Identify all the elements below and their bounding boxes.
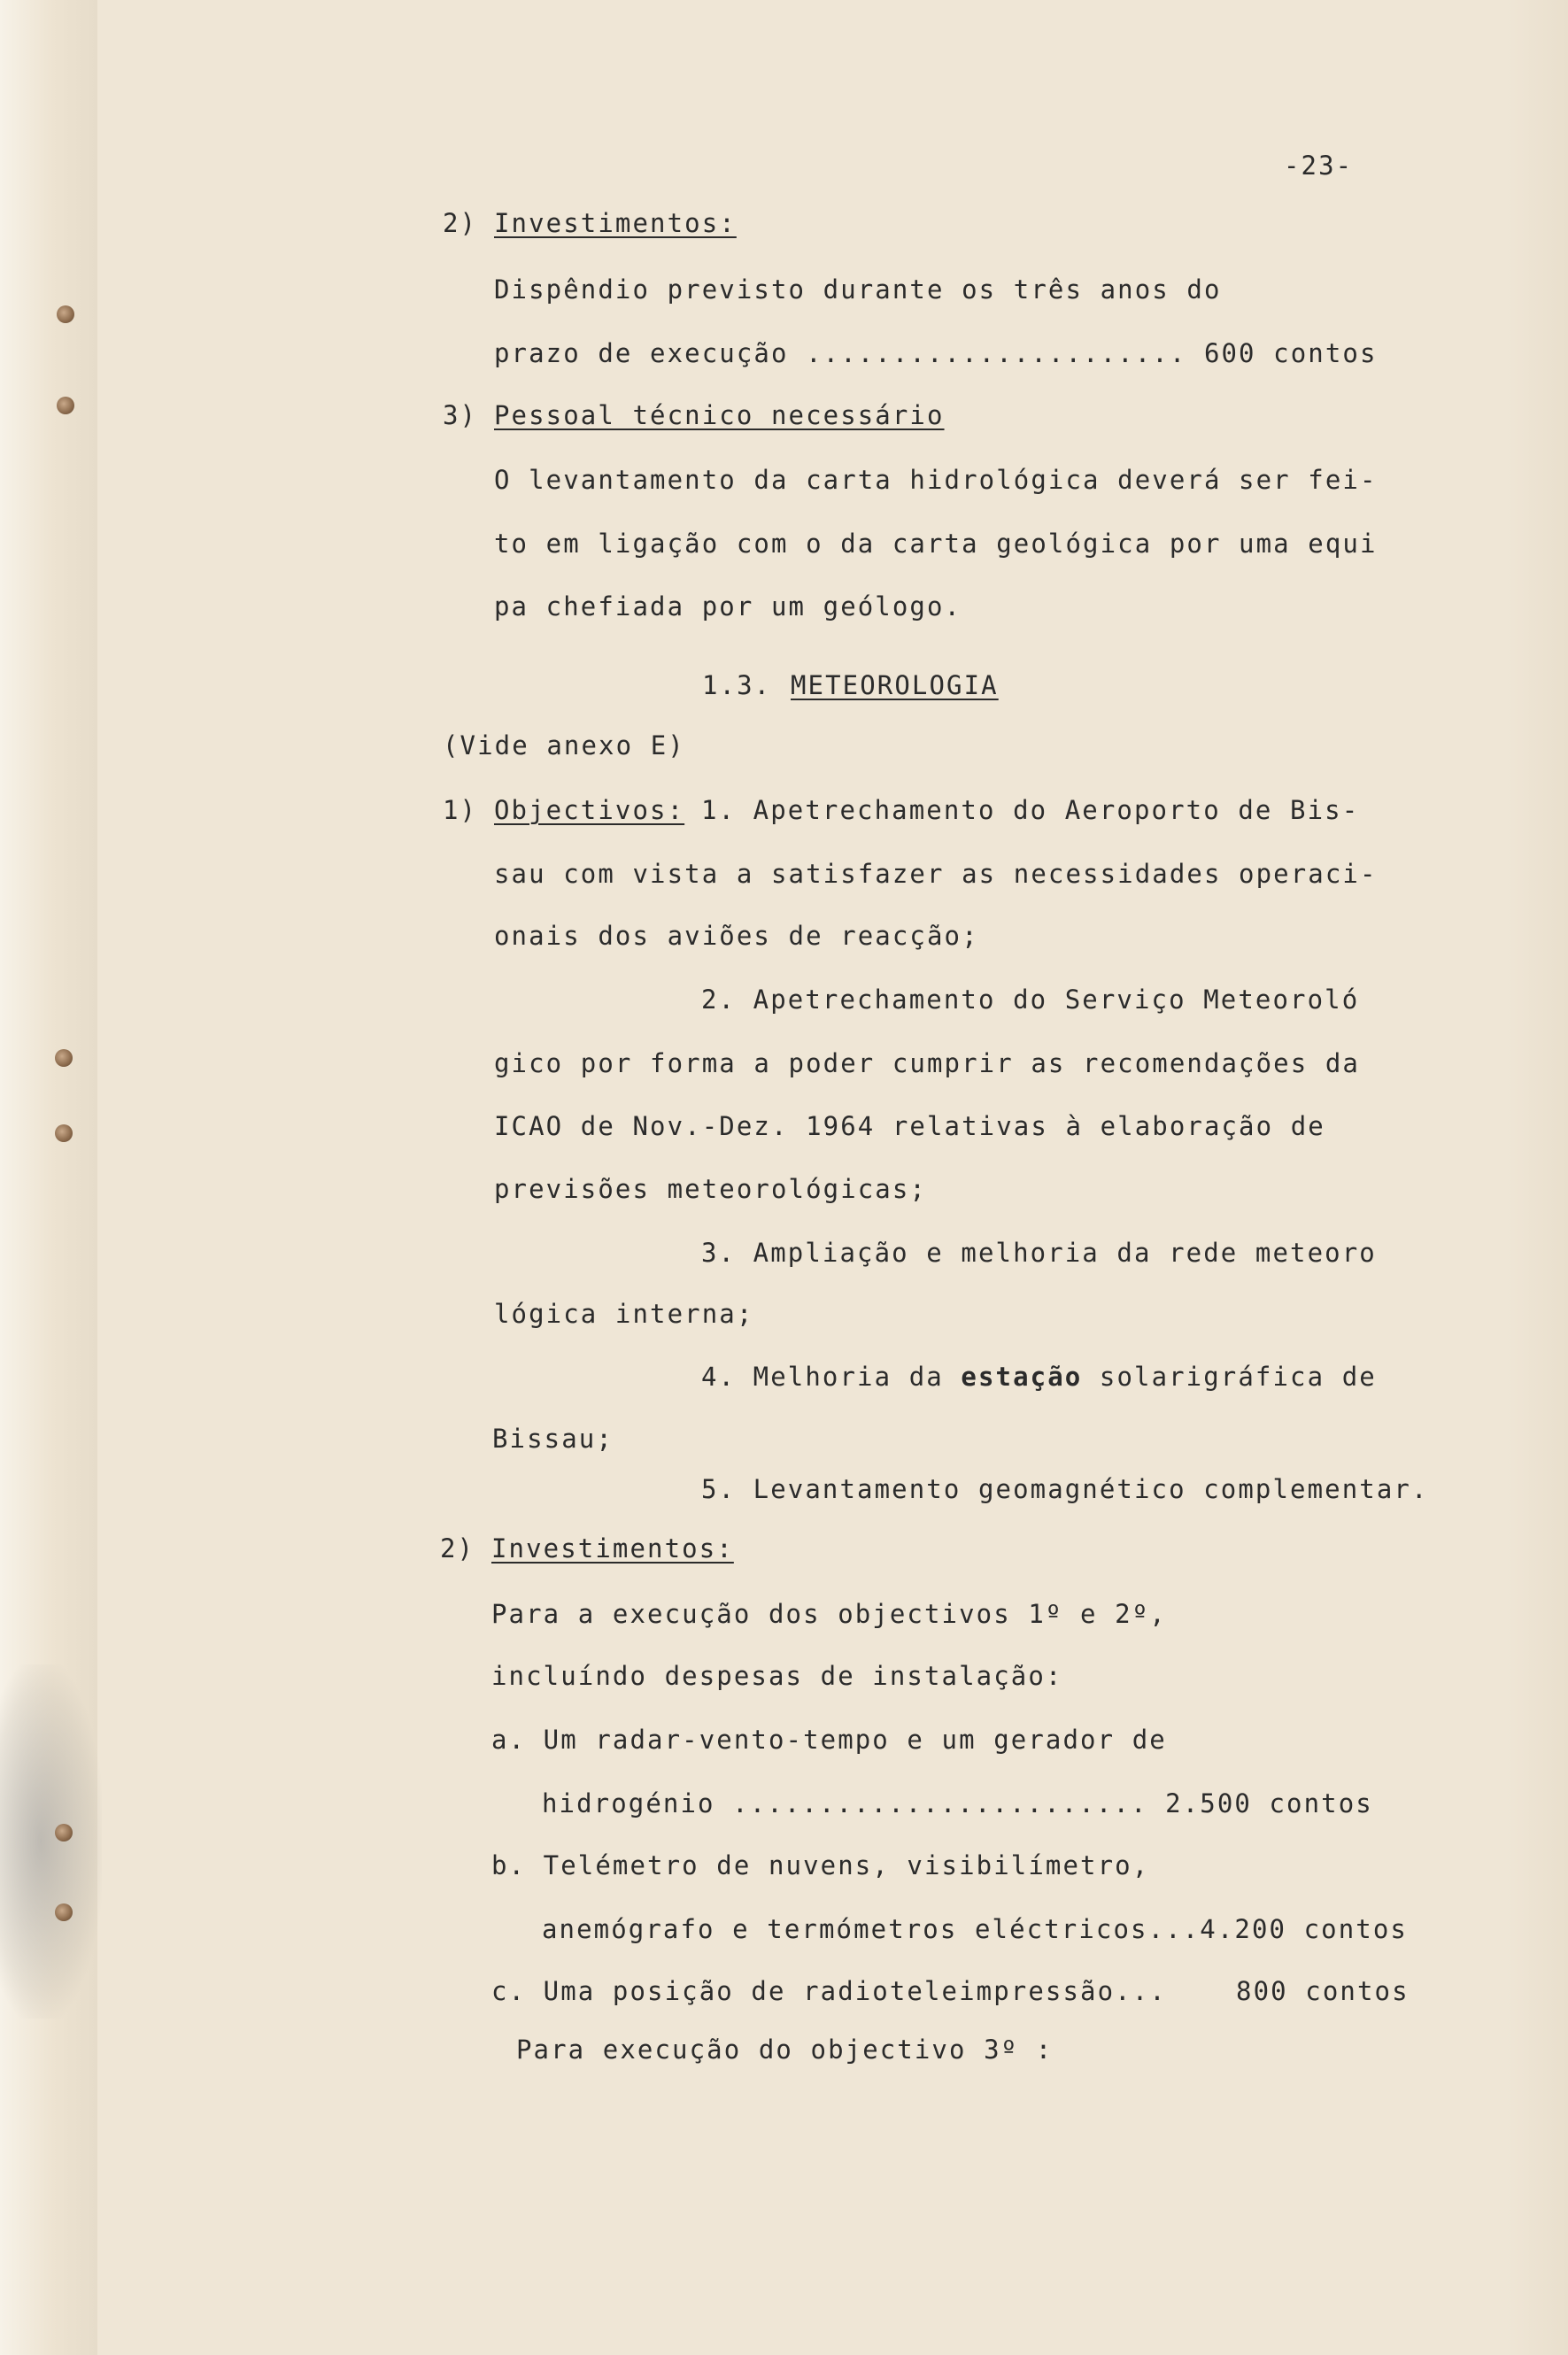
punch-hole — [55, 1049, 73, 1067]
section-heading: Investimentos: — [494, 208, 737, 238]
text-line: lógica interna; — [494, 1299, 754, 1329]
list-item: anemógrafo e termómetros eléctricos...4.200 contos — [542, 1914, 1408, 1944]
chapter-title: METEOROLOGIA — [791, 670, 999, 700]
margin-stain — [0, 1664, 102, 2019]
text-line: 5. Levantamento geomagnético complementar. — [701, 1474, 1429, 1504]
text-line: previsões meteorológicas; — [494, 1174, 927, 1204]
text-line: 1. Apetrechamento do Aeroporto de Bis- — [701, 795, 1360, 825]
section-number: 1) — [443, 795, 478, 825]
section-number: 2) — [443, 208, 478, 238]
text-line: pa chefiada por um geólogo. — [494, 591, 962, 622]
bold-word: estação — [961, 1362, 1083, 1392]
text-line: Para a execução dos objectivos 1º e 2º, — [491, 1599, 1167, 1629]
text-line: O levantamento da carta hidrológica deverá ser fei- — [494, 465, 1378, 495]
text-line: prazo de execução ...................... 600 contos — [494, 338, 1378, 368]
text-line: incluíndo despesas de instalação: — [491, 1661, 1063, 1691]
page-number: -23- — [1284, 151, 1354, 181]
list-item: a. Um radar-vento-tempo e um gerador de — [491, 1725, 1167, 1755]
text-line: sau com vista a satisfazer as necessidades operaci- — [494, 859, 1378, 889]
text-line: 2. Apetrechamento do Serviço Meteoroló — [701, 984, 1360, 1015]
punch-hole — [55, 1124, 73, 1142]
list-item: c. Uma posição de radioteleimpressão... 800 contos — [491, 1976, 1410, 2006]
punch-hole — [57, 305, 74, 323]
text-line: 3. Ampliação e melhoria da rede meteoro — [701, 1238, 1377, 1268]
section-heading: Investimentos: — [491, 1533, 734, 1564]
text-line — [701, 1362, 1377, 1392]
punch-hole — [57, 397, 74, 414]
section-number: 3) — [443, 400, 478, 430]
chapter-number: 1.3. — [702, 670, 772, 700]
punch-hole — [55, 1824, 73, 1842]
text-line: onais dos aviões de reacção; — [494, 921, 979, 951]
punch-hole — [55, 1903, 73, 1921]
text-line: ICAO de Nov.-Dez. 1964 relativas à elaboração de — [494, 1111, 1325, 1141]
text-line: gico por forma a poder cumprir as recomendações da — [494, 1048, 1360, 1078]
list-item: hidrogénio ........................ 2.500 contos — [542, 1788, 1373, 1818]
text-fragment: 4. Melhoria da — [701, 1362, 962, 1392]
list-item: b. Telémetro de nuvens, visibilímetro, — [491, 1850, 1150, 1880]
section-number: 2) — [440, 1533, 475, 1564]
text-line: to em ligação com o da carta geológica por uma equi — [494, 529, 1378, 559]
text-fragment: solarigráfica de — [1082, 1362, 1377, 1392]
text-line: Bissau; — [492, 1424, 614, 1454]
section-heading: Objectivos: — [494, 795, 685, 825]
text-line: Para execução do objectivo 3º : — [516, 2035, 1054, 2065]
annex-reference: (Vide anexo E) — [443, 730, 685, 761]
section-heading: Pessoal técnico necessário — [494, 400, 945, 430]
text-line: Dispêndio previsto durante os três anos do — [494, 274, 1222, 305]
